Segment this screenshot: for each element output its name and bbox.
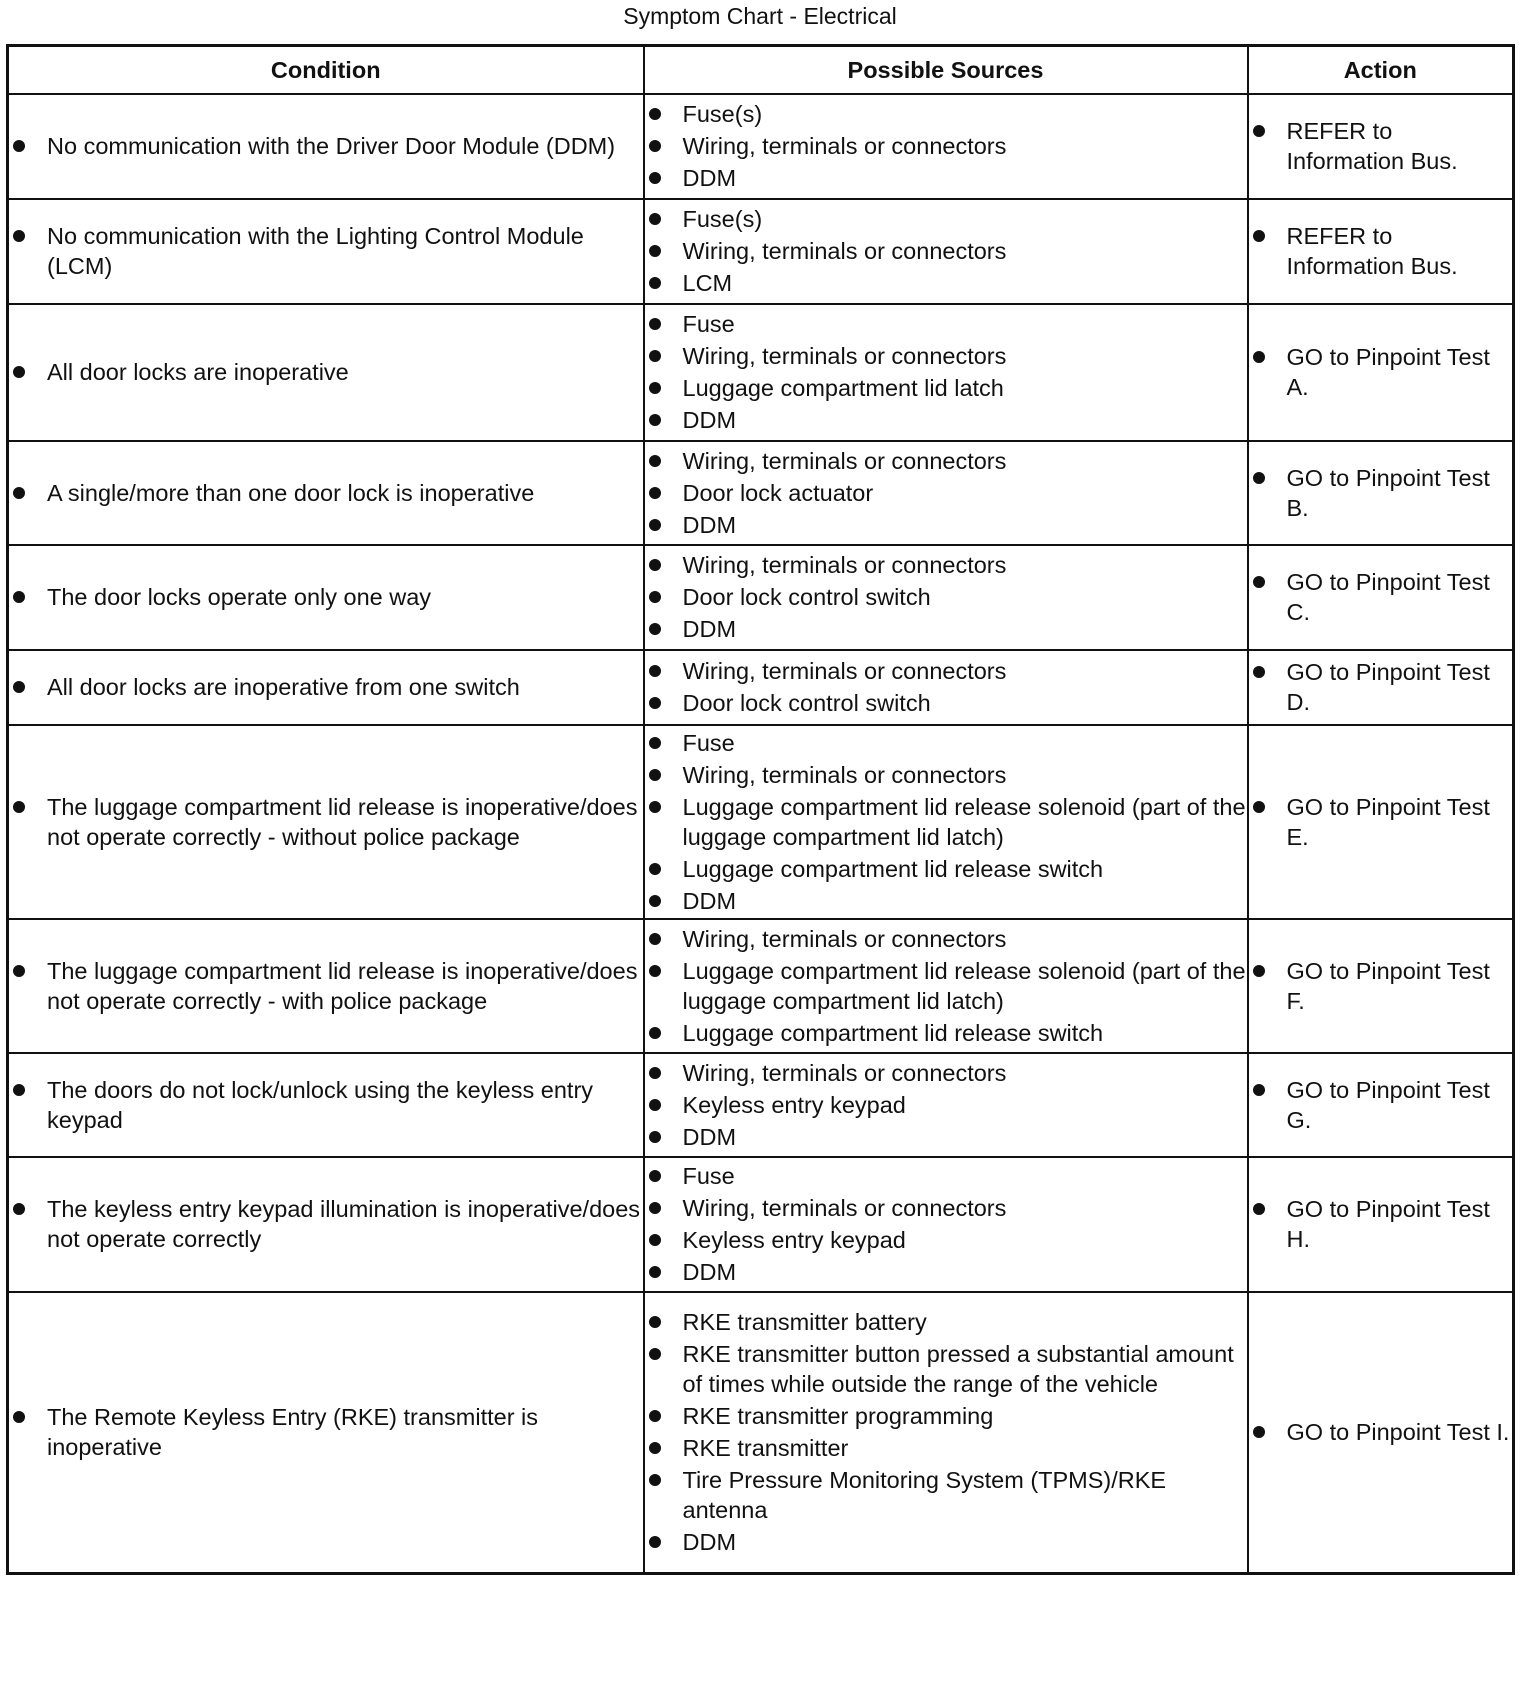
bullet-icon — [1253, 1203, 1265, 1215]
source-item — [645, 309, 1247, 339]
bullet-icon — [649, 1474, 661, 1486]
source-item-text: RKE transmitter — [682, 1435, 849, 1462]
bullet-icon — [13, 230, 25, 242]
bullet-icon — [1253, 965, 1265, 977]
sources-list — [645, 728, 1247, 916]
sources-list — [645, 446, 1247, 540]
action-cell — [1248, 94, 1514, 199]
source-item — [645, 510, 1247, 540]
table-row — [8, 545, 1514, 650]
source-item-text: Luggage compartment lid latch — [682, 375, 1004, 401]
source-item-text: Wiring, terminals or connectors — [682, 238, 1007, 264]
source-item-text: Fuse — [682, 729, 735, 756]
action-item-text: GO to Pinpoint Test A. — [1286, 344, 1490, 400]
source-item-text: LCM — [682, 270, 733, 296]
source-item-text: Fuse(s) — [682, 101, 763, 127]
sources-list — [645, 550, 1247, 644]
source-item-text: Tire Pressure Monitoring System (TPMS)/RKE antenna — [682, 1467, 1167, 1524]
condition-cell — [8, 725, 644, 919]
condition-item-text: A single/more than one door lock is inoperative — [47, 479, 535, 506]
source-item — [645, 405, 1247, 435]
condition-item — [9, 131, 643, 161]
action-item — [1249, 463, 1513, 523]
source-item — [645, 1122, 1247, 1152]
source-item — [645, 656, 1247, 686]
condition-list — [9, 131, 643, 161]
sources-cell — [644, 650, 1248, 725]
table-row — [8, 441, 1514, 545]
bullet-icon — [649, 172, 661, 184]
condition-item-text: The door locks operate only one way — [47, 584, 432, 610]
source-item-text: Wiring, terminals or connectors — [682, 343, 1007, 369]
table-row — [8, 1292, 1514, 1574]
sources-list — [645, 1161, 1247, 1287]
header-possible-sources: Possible Sources — [644, 46, 1248, 94]
bullet-icon — [649, 623, 661, 635]
bullet-icon — [649, 1410, 661, 1422]
sources-cell — [644, 94, 1248, 199]
source-item-text: Luggage compartment lid release solenoid (part of the luggage compartment lid latch) — [682, 793, 1246, 850]
sources-cell — [644, 199, 1248, 304]
source-item — [645, 956, 1247, 1016]
condition-cell — [8, 304, 644, 441]
source-item-text: DDM — [682, 1529, 737, 1556]
table-row — [8, 1053, 1514, 1157]
symptom-table — [6, 44, 1515, 1575]
action-item-text: GO to Pinpoint Test G. — [1286, 1076, 1490, 1133]
bullet-icon — [649, 318, 661, 330]
action-item — [1249, 567, 1513, 627]
bullet-icon — [649, 1027, 661, 1039]
bullet-icon — [649, 1348, 661, 1360]
condition-item — [9, 1075, 643, 1135]
condition-list — [9, 221, 643, 281]
bullet-icon — [13, 801, 25, 813]
condition-item-text: All door locks are inoperative from one switch — [47, 674, 520, 700]
source-item — [645, 550, 1247, 580]
sources-list — [645, 924, 1247, 1048]
source-item-text: Luggage compartment lid release switch — [682, 1019, 1104, 1046]
bullet-icon — [649, 801, 661, 813]
source-item-text: Wiring, terminals or connectors — [682, 552, 1007, 578]
source-item — [645, 1090, 1247, 1120]
source-item-text: Door lock control switch — [682, 690, 931, 716]
source-item-text: DDM — [682, 887, 737, 914]
action-list — [1249, 657, 1513, 717]
condition-item-text: The luggage compartment lid release is inoperative/does not operate correctly - with police package — [47, 957, 638, 1014]
table-row — [8, 919, 1514, 1053]
action-item-text: GO to Pinpoint Test D. — [1286, 659, 1490, 715]
condition-item — [9, 582, 643, 612]
source-item — [645, 924, 1247, 954]
table-header-row — [8, 46, 1514, 94]
condition-cell — [8, 919, 644, 1053]
action-cell — [1248, 199, 1514, 304]
bullet-icon — [649, 1266, 661, 1278]
sources-cell — [644, 725, 1248, 919]
condition-cell — [8, 1157, 644, 1292]
action-cell — [1248, 441, 1514, 545]
action-list — [1249, 342, 1513, 402]
bullet-icon — [13, 1411, 25, 1423]
condition-item-text: The doors do not lock/unlock using the keyless entry keypad — [47, 1076, 594, 1133]
source-item-text: Wiring, terminals or connectors — [682, 761, 1007, 788]
source-item-text: Luggage compartment lid release solenoid (part of the luggage compartment lid latch) — [682, 957, 1246, 1014]
action-item-text: GO to Pinpoint Test E. — [1286, 793, 1490, 850]
source-item-text: Fuse — [682, 1163, 735, 1189]
condition-item-text: No communication with the Driver Door Module (DDM) — [47, 133, 616, 159]
condition-cell — [8, 1053, 644, 1157]
sources-list — [645, 309, 1247, 435]
bullet-icon — [649, 895, 661, 907]
bullet-icon — [13, 591, 25, 603]
action-list — [1249, 567, 1513, 627]
condition-item — [9, 1194, 643, 1254]
action-item — [1249, 116, 1513, 176]
source-item-text: RKE transmitter button pressed a substantial amount of times while outside the range of the vehicle — [682, 1341, 1234, 1398]
sources-list — [645, 656, 1247, 718]
action-cell — [1248, 725, 1514, 919]
condition-list — [9, 792, 643, 852]
source-item — [645, 886, 1247, 916]
source-item — [645, 614, 1247, 644]
source-item — [645, 99, 1247, 129]
bullet-icon — [13, 1084, 25, 1096]
action-cell — [1248, 1157, 1514, 1292]
source-item-text: Wiring, terminals or connectors — [682, 1195, 1007, 1221]
source-item-text: DDM — [682, 165, 737, 191]
bullet-icon — [1253, 351, 1265, 363]
condition-cell — [8, 545, 644, 650]
bullet-icon — [649, 1442, 661, 1454]
source-item — [645, 728, 1247, 758]
chart-title: Symptom Chart - Electrical — [623, 3, 897, 29]
sources-list — [645, 1058, 1247, 1152]
source-item — [645, 1225, 1247, 1255]
source-item-text: RKE transmitter programming — [682, 1403, 994, 1430]
action-item — [1249, 1194, 1513, 1254]
source-item — [645, 854, 1247, 884]
source-item — [645, 163, 1247, 193]
action-cell — [1248, 1292, 1514, 1574]
source-item-text: DDM — [682, 1259, 737, 1285]
sources-cell — [644, 1157, 1248, 1292]
action-list — [1249, 116, 1513, 176]
bullet-icon — [649, 665, 661, 677]
bullet-icon — [649, 697, 661, 709]
bullet-icon — [649, 863, 661, 875]
bullet-icon — [649, 1170, 661, 1182]
source-item — [645, 478, 1247, 508]
source-item — [645, 1527, 1247, 1557]
source-item-text: Wiring, terminals or connectors — [682, 658, 1007, 684]
bullet-icon — [1253, 472, 1265, 484]
source-item — [645, 341, 1247, 371]
source-item — [645, 1257, 1247, 1287]
condition-list — [9, 357, 643, 387]
sources-cell — [644, 919, 1248, 1053]
source-item — [645, 688, 1247, 718]
bullet-icon — [649, 487, 661, 499]
action-cell — [1248, 545, 1514, 650]
source-item — [645, 1465, 1247, 1525]
condition-cell — [8, 1292, 644, 1574]
bullet-icon — [649, 1536, 661, 1548]
condition-item-text: No communication with the Lighting Control Module (LCM) — [47, 223, 584, 279]
table-row — [8, 199, 1514, 304]
bullet-icon — [649, 1099, 661, 1111]
bullet-icon — [649, 140, 661, 152]
source-item-text: RKE transmitter battery — [682, 1309, 927, 1336]
sources-cell — [644, 545, 1248, 650]
action-item — [1249, 792, 1513, 852]
condition-list — [9, 1075, 643, 1135]
bullet-icon — [13, 1203, 25, 1215]
bullet-icon — [13, 965, 25, 977]
source-item — [645, 1161, 1247, 1191]
action-item-text: GO to Pinpoint Test B. — [1286, 464, 1490, 521]
condition-cell — [8, 650, 644, 725]
source-item-text: Luggage compartment lid release switch — [682, 855, 1104, 882]
sources-cell — [644, 304, 1248, 441]
condition-list — [9, 1402, 643, 1462]
sources-list — [645, 1307, 1247, 1557]
action-list — [1249, 792, 1513, 852]
source-item-text: DDM — [682, 407, 737, 433]
condition-list — [9, 478, 643, 508]
condition-item-text: The luggage compartment lid release is inoperative/does not operate correctly - without police package — [47, 793, 638, 850]
source-item — [645, 792, 1247, 852]
action-item-text: GO to Pinpoint Test C. — [1286, 569, 1490, 625]
action-item-text: GO to Pinpoint Test H. — [1286, 1196, 1490, 1252]
source-item — [645, 131, 1247, 161]
bullet-icon — [649, 414, 661, 426]
source-item — [645, 373, 1247, 403]
action-item-text: GO to Pinpoint Test F. — [1286, 957, 1490, 1014]
bullet-icon — [1253, 1084, 1265, 1096]
source-item-text: Wiring, terminals or connectors — [682, 133, 1007, 159]
bullet-icon — [649, 108, 661, 120]
bullet-icon — [1253, 230, 1265, 242]
bullet-icon — [649, 1316, 661, 1328]
bullet-icon — [13, 681, 25, 693]
action-list — [1249, 1075, 1513, 1135]
source-item-text: Wiring, terminals or connectors — [682, 447, 1007, 474]
condition-item — [9, 792, 643, 852]
source-item-text: Wiring, terminals or connectors — [682, 1059, 1007, 1086]
action-item — [1249, 221, 1513, 281]
table-row — [8, 725, 1514, 919]
action-cell — [1248, 919, 1514, 1053]
condition-cell — [8, 441, 644, 545]
bullet-icon — [1253, 1426, 1265, 1438]
action-item — [1249, 956, 1513, 1016]
action-item-text: REFER to Information Bus. — [1286, 118, 1458, 174]
source-item-text: Keyless entry keypad — [682, 1091, 906, 1118]
header-action: Action — [1248, 46, 1514, 94]
action-item — [1249, 1075, 1513, 1135]
action-item-text: REFER to Information Bus. — [1286, 223, 1458, 279]
bullet-icon — [649, 737, 661, 749]
bullet-icon — [649, 213, 661, 225]
sources-list — [645, 204, 1247, 298]
condition-item — [9, 672, 643, 702]
bullet-icon — [649, 1067, 661, 1079]
action-list — [1249, 463, 1513, 523]
source-item-text: Fuse(s) — [682, 206, 763, 232]
action-item — [1249, 1417, 1513, 1447]
bullet-icon — [649, 965, 661, 977]
bullet-icon — [13, 140, 25, 152]
table-row — [8, 650, 1514, 725]
bullet-icon — [649, 1202, 661, 1214]
action-cell — [1248, 1053, 1514, 1157]
action-item-text: GO to Pinpoint Test I. — [1286, 1419, 1510, 1446]
source-item — [645, 1193, 1247, 1223]
source-item-text: Fuse — [682, 311, 735, 337]
sources-cell — [644, 441, 1248, 545]
condition-cell — [8, 199, 644, 304]
source-item — [645, 1339, 1247, 1399]
condition-item — [9, 357, 643, 387]
bullet-icon — [649, 455, 661, 467]
condition-item — [9, 956, 643, 1016]
bullet-icon — [649, 1131, 661, 1143]
sources-cell — [644, 1053, 1248, 1157]
bullet-icon — [649, 769, 661, 781]
source-item — [645, 204, 1247, 234]
source-item — [645, 446, 1247, 476]
condition-item-text: The Remote Keyless Entry (RKE) transmitter is inoperative — [47, 1404, 539, 1461]
bullet-icon — [649, 245, 661, 257]
source-item-text: DDM — [682, 616, 737, 642]
source-item — [645, 1018, 1247, 1048]
sources-cell — [644, 1292, 1248, 1574]
sources-list — [645, 99, 1247, 193]
table-row — [8, 1157, 1514, 1292]
source-item — [645, 760, 1247, 790]
bullet-icon — [649, 519, 661, 531]
condition-list — [9, 672, 643, 702]
action-cell — [1248, 304, 1514, 441]
bullet-icon — [649, 559, 661, 571]
condition-item — [9, 478, 643, 508]
bullet-icon — [1253, 576, 1265, 588]
source-item-text: Door lock control switch — [682, 584, 931, 610]
action-list — [1249, 1417, 1513, 1447]
bullet-icon — [649, 591, 661, 603]
bullet-icon — [649, 382, 661, 394]
source-item — [645, 1307, 1247, 1337]
bullet-icon — [1253, 666, 1265, 678]
source-item — [645, 1433, 1247, 1463]
condition-item — [9, 221, 643, 281]
bullet-icon — [1253, 801, 1265, 813]
source-item-text: DDM — [682, 511, 737, 538]
condition-list — [9, 1194, 643, 1254]
condition-list — [9, 956, 643, 1016]
action-item — [1249, 657, 1513, 717]
action-list — [1249, 1194, 1513, 1254]
condition-item-text: The keyless entry keypad illumination is inoperative/does not operate correctly — [47, 1196, 641, 1252]
header-condition: Condition — [8, 46, 644, 94]
source-item — [645, 236, 1247, 266]
source-item — [645, 1058, 1247, 1088]
bullet-icon — [649, 933, 661, 945]
source-item-text: DDM — [682, 1123, 737, 1150]
action-list — [1249, 221, 1513, 281]
condition-item-text: All door locks are inoperative — [47, 359, 349, 385]
bullet-icon — [649, 350, 661, 362]
action-list — [1249, 956, 1513, 1016]
table-row — [8, 304, 1514, 441]
source-item — [645, 268, 1247, 298]
source-item — [645, 1401, 1247, 1431]
bullet-icon — [649, 1234, 661, 1246]
condition-item — [9, 1402, 643, 1462]
bullet-icon — [649, 277, 661, 289]
source-item-text: Door lock actuator — [682, 479, 874, 506]
action-cell — [1248, 650, 1514, 725]
bullet-icon — [13, 487, 25, 499]
bullet-icon — [13, 366, 25, 378]
condition-list — [9, 582, 643, 612]
action-item — [1249, 342, 1513, 402]
source-item-text: Keyless entry keypad — [682, 1227, 906, 1253]
source-item-text: Wiring, terminals or connectors — [682, 925, 1007, 952]
table-row — [8, 94, 1514, 199]
source-item — [645, 582, 1247, 612]
condition-cell — [8, 94, 644, 199]
bullet-icon — [1253, 125, 1265, 137]
